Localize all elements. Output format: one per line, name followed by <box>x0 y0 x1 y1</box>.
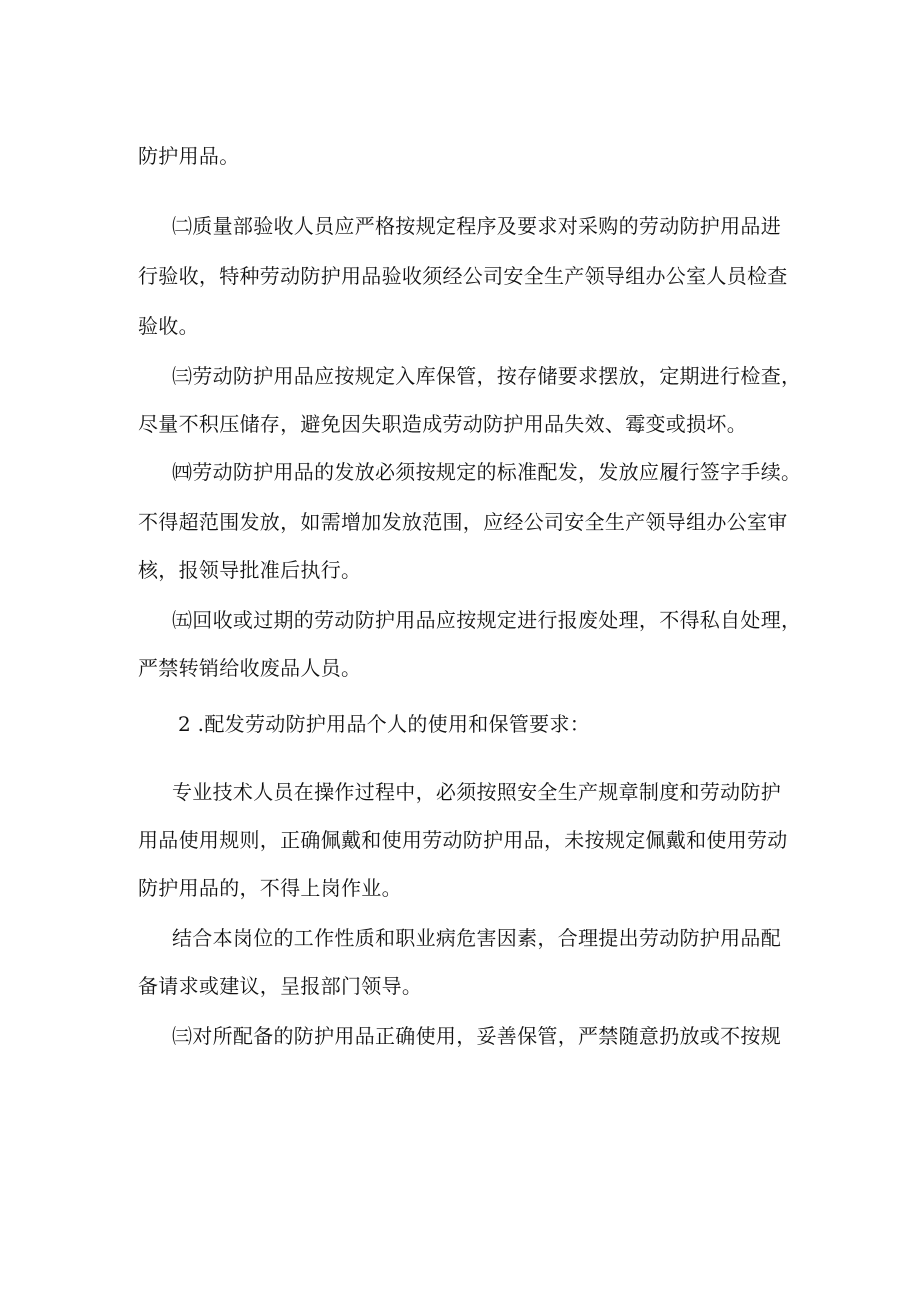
paragraph-line: ㈡质量部验收人员应严格按规定程序及要求对采购的劳动防护用品进 <box>172 214 781 238</box>
paragraph-line: 尽量不积压储存，避免因失职造成劳动防护用品失效、霉变或损坏。 <box>138 412 747 436</box>
paragraph-line: 验收。 <box>138 314 199 338</box>
paragraph-line: 严禁转销给收废品人员。 <box>138 656 362 680</box>
section-heading: 2 .配发劳动防护用品个人的使用和保管要求： <box>178 712 591 736</box>
paragraph-line: ㈢对所配备的防护用品正确使用，妥善保管，严禁随意扔放或不按规 <box>172 1024 781 1048</box>
paragraph-line: 防护用品。 <box>138 144 240 168</box>
paragraph-line: 专业技术人员在操作过程中，必须按照安全生产规章制度和劳动防护 <box>172 780 781 804</box>
paragraph-line: 结合本岗位的工作性质和职业病危害因素，合理提出劳动防护用品配 <box>172 926 781 950</box>
paragraph-line: 核，报领导批准后执行。 <box>138 558 362 582</box>
paragraph-line: 不得超范围发放，如需增加发放范围，应经公司安全生产领导组办公室审 <box>138 510 788 534</box>
paragraph-line: 防护用品的，不得上岗作业。 <box>138 876 402 900</box>
paragraph-line: 备请求或建议，呈报部门领导。 <box>138 974 423 998</box>
paragraph-line: ㈤回收或过期的劳动防护用品应按规定进行报废处理，不得私自处理， <box>172 608 802 632</box>
paragraph-line: 用品使用规则，正确佩戴和使用劳动防护用品，未按规定佩戴和使用劳动 <box>138 828 788 852</box>
paragraph-line: ㈢劳动防护用品应按规定入库保管，按存储要求摆放，定期进行检查， <box>172 364 802 388</box>
paragraph-line: ㈣劳动防护用品的发放必须按规定的标准配发，发放应履行签字手续。 <box>172 460 802 484</box>
paragraph-line: 行验收，特种劳动防护用品验收须经公司安全生产领导组办公室人员检查 <box>138 264 788 288</box>
